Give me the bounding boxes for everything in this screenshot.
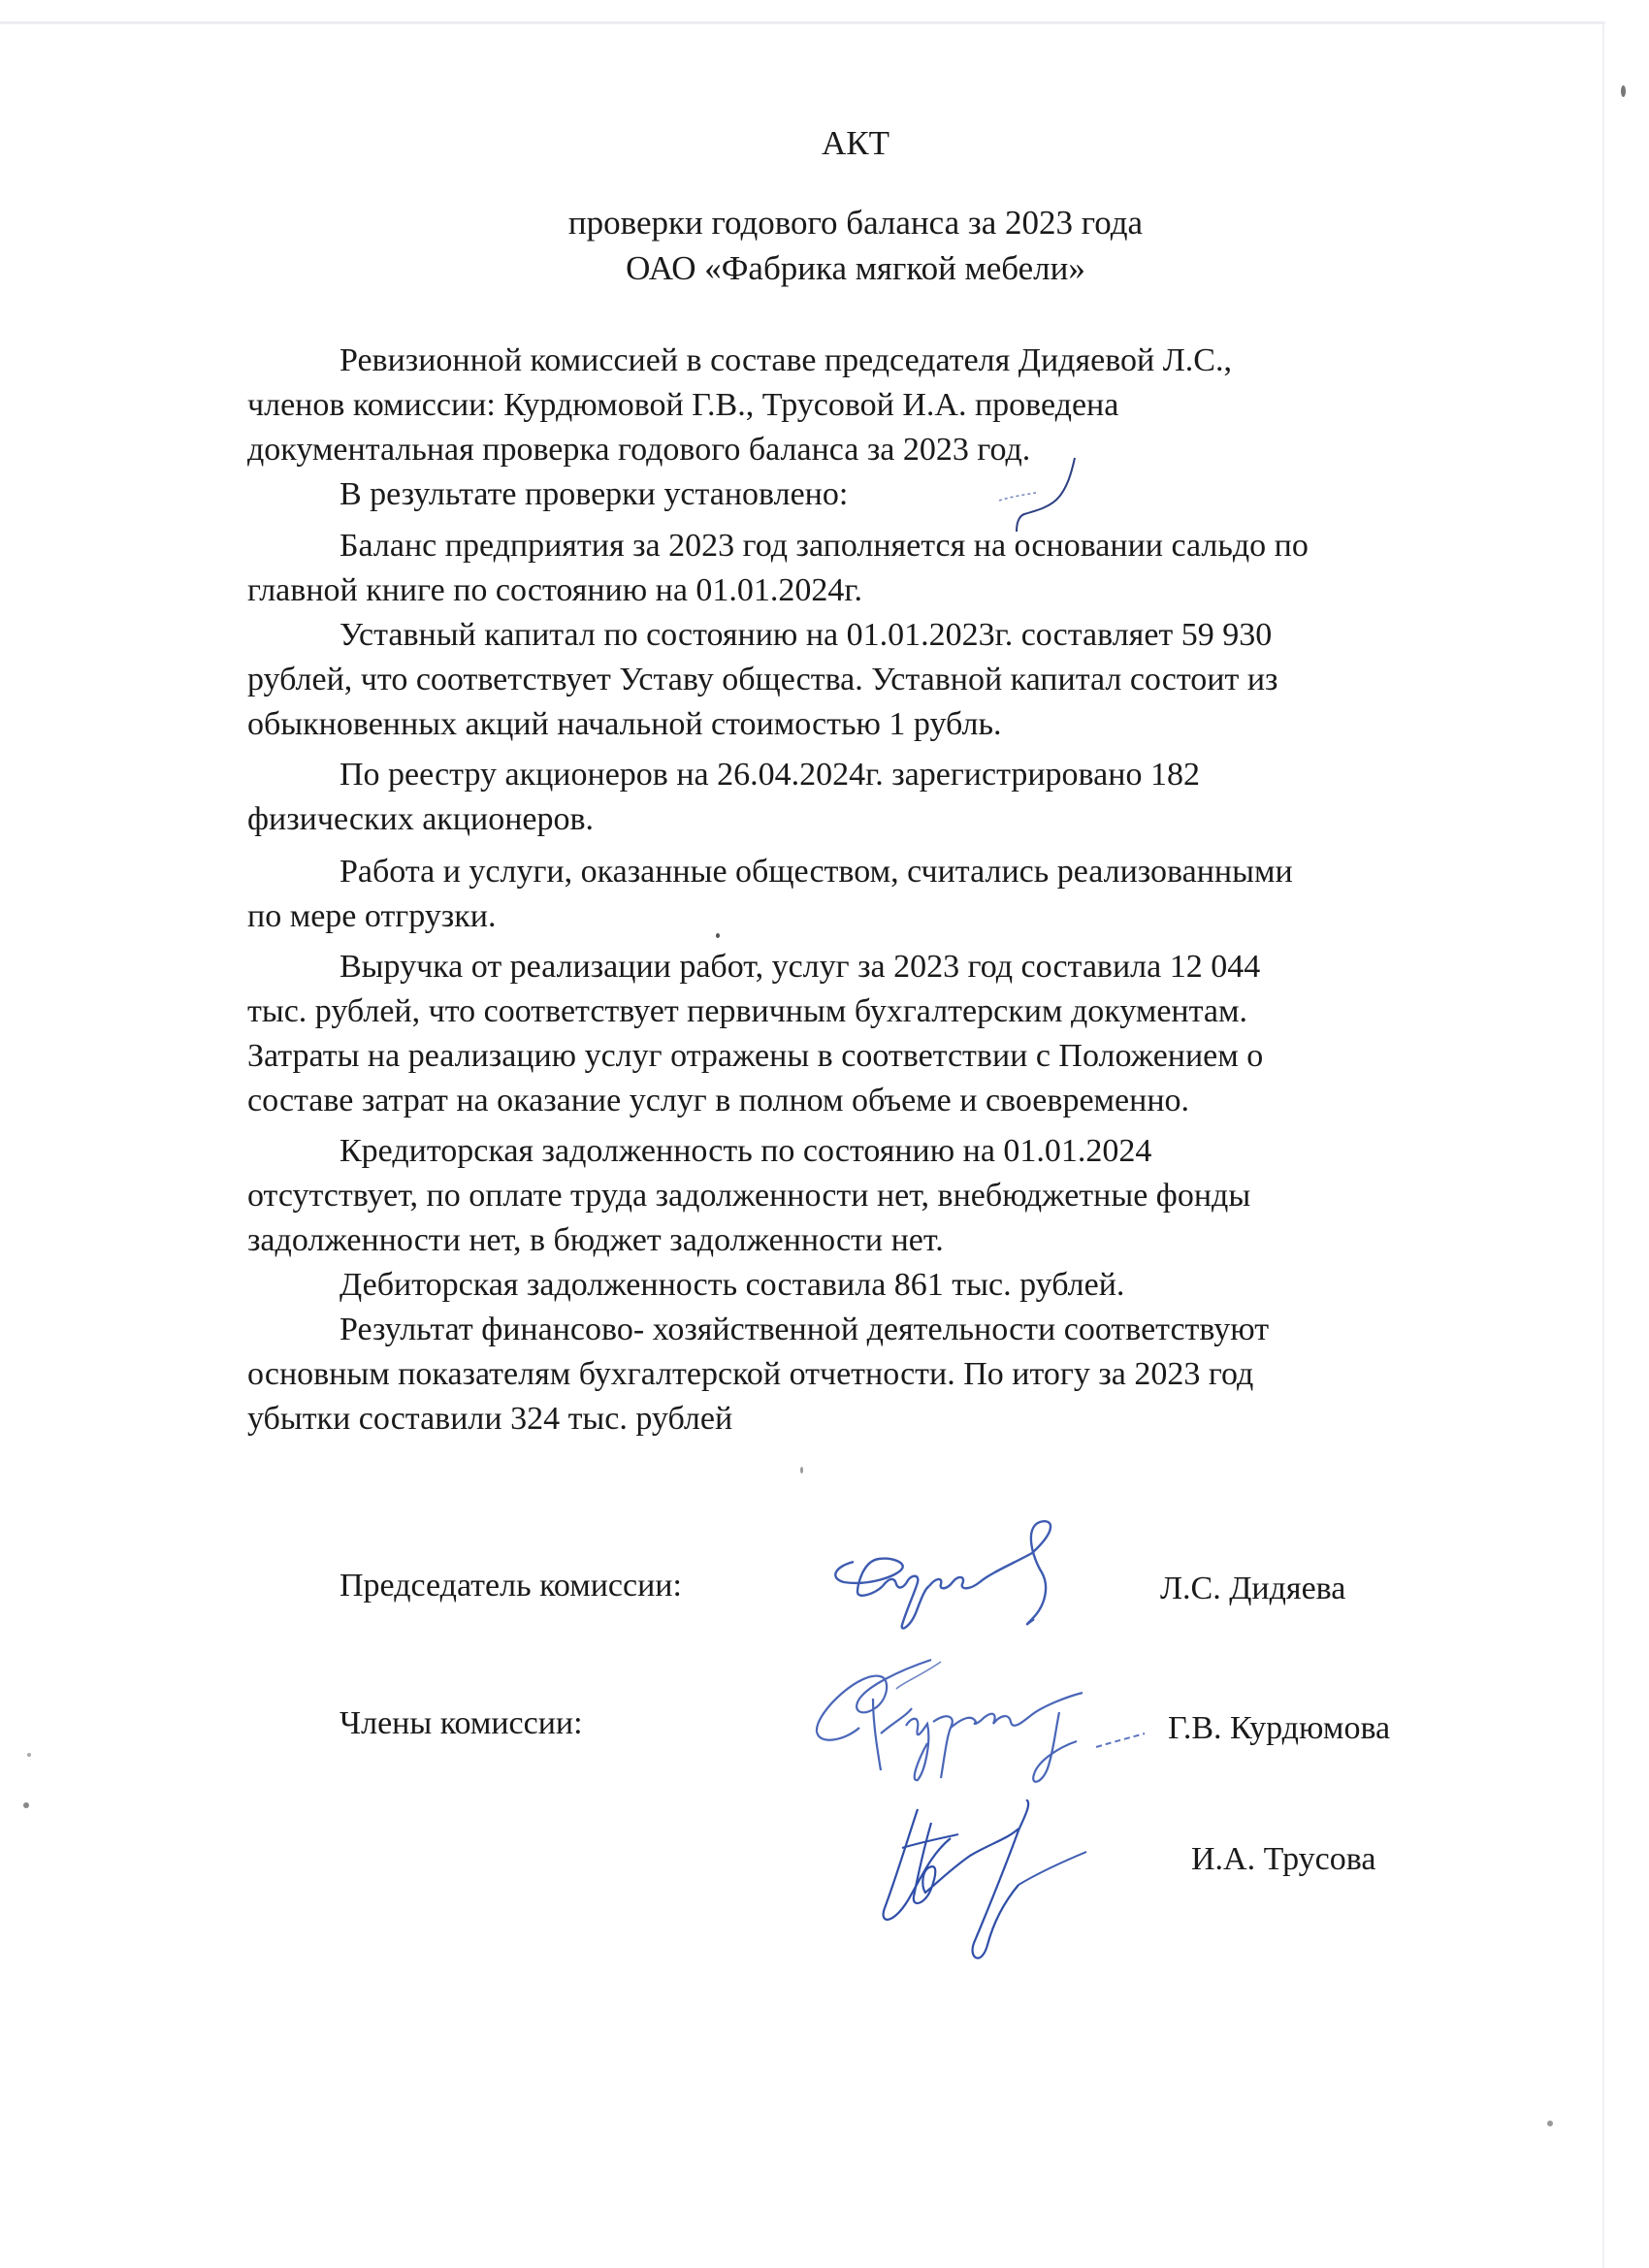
body-line: основным показателям бухгалтерской отчетности. По итогу за 2023 год	[247, 1356, 1254, 1392]
body-line: документальная проверка годового баланса за 2023 год.	[247, 432, 1031, 468]
body-line: обыкновенных акций начальной стоимостью 1 рубль.	[247, 706, 1002, 742]
page-edge-right	[1602, 21, 1604, 2268]
members-label: Члены комиссии:	[340, 1705, 583, 1741]
body-line: главной книге по состоянию на 01.01.2024г.	[247, 572, 863, 608]
body-line: Уставный капитал по состоянию на 01.01.2023г. составляет 59 930	[340, 617, 1273, 653]
body-line: составе затрат на оказание услуг в полном объеме и своевременно.	[247, 1083, 1190, 1118]
document-title: АКТ	[822, 124, 889, 162]
scan-speck	[800, 1467, 803, 1474]
body-line: Ревизионной комиссией в составе председателя Дидяевой Л.С.,	[340, 342, 1232, 378]
page-edge-top	[0, 21, 1605, 24]
body-line: по мере отгрузки.	[247, 898, 497, 934]
document-subtitle: проверки годового баланса за 2023 года	[567, 204, 1144, 242]
scan-speck	[27, 1753, 31, 1757]
body-line: членов комиссии: Курдюмовой Г.В., Трусовой И.А. проведена	[247, 387, 1119, 423]
body-line: отсутствует, по оплате труда задолженности нет, внебюджетные фонды	[247, 1178, 1251, 1214]
scan-speck	[1621, 85, 1626, 97]
chair-signature	[824, 1518, 1067, 1639]
scan-speck	[716, 933, 720, 938]
body-line: Затраты на реализацию услуг отражены в соответствии с Положением о	[247, 1038, 1264, 1074]
body-line: В результате проверки установлено:	[340, 476, 849, 512]
scan-speck	[23, 1802, 29, 1808]
member1-name: Г.В. Курдюмова	[1168, 1710, 1391, 1746]
body-line: По реестру акционеров на 26.04.2024г. зарегистрировано 182	[340, 757, 1200, 793]
document-company: ОАО «Фабрика мягкой мебели»	[626, 249, 1085, 287]
body-line: задолженности нет, в бюджет задолженности нет.	[247, 1222, 944, 1258]
member2-signature	[873, 1799, 1106, 1974]
chair-name: Л.С. Дидяева	[1160, 1571, 1346, 1606]
body-line: Кредиторская задолженность по состоянию на 01.01.2024	[340, 1133, 1152, 1169]
body-line: физических акционеров.	[247, 801, 595, 837]
body-line: Выручка от реализации работ, услуг за 2023 год составила 12 044	[340, 949, 1261, 985]
body-line: рублей, что соответствует Уставу общества. Уставной капитал состоит из	[247, 662, 1278, 697]
body-line: Работа и услуги, оказанные обществом, считались реализованными	[340, 854, 1293, 890]
member1-signature	[805, 1654, 1174, 1790]
body-line: Дебиторская задолженность составила 861 тыс. рублей.	[340, 1267, 1125, 1303]
body-line: убытки составили 324 тыс. рублей	[247, 1401, 733, 1437]
scan-speck	[1547, 2121, 1553, 2126]
body-line: Результат финансово- хозяйственной деятельности соответствуют	[340, 1312, 1270, 1347]
handwritten-mark	[989, 456, 1106, 543]
body-line: тыс. рублей, что соответствует первичным бухгалтерским документам.	[247, 993, 1248, 1029]
chair-label: Председатель комиссии:	[340, 1568, 682, 1604]
member2-name: И.А. Трусова	[1191, 1841, 1376, 1877]
body-line: Баланс предприятия за 2023 год заполняется на основании сальдо по	[340, 528, 1309, 564]
